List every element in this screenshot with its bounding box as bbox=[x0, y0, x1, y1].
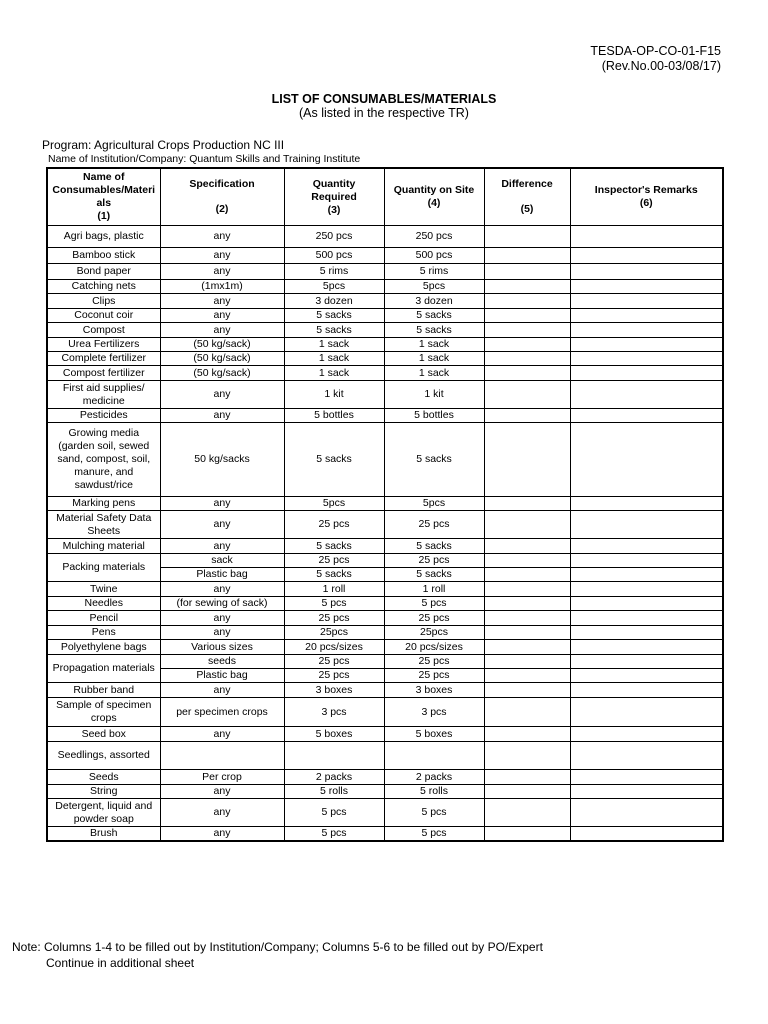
cell-quantity-on-site: 1 sack bbox=[384, 338, 484, 352]
cell-inspectors-remarks bbox=[570, 352, 723, 366]
table-row bbox=[47, 727, 723, 742]
table-row bbox=[47, 655, 723, 669]
cell-difference bbox=[484, 323, 570, 338]
cell-name: Catching nets bbox=[47, 280, 160, 294]
cell-quantity-on-site: 1 sack bbox=[384, 352, 484, 366]
cell-difference bbox=[484, 669, 570, 683]
table-row bbox=[47, 597, 723, 611]
cell-quantity-required: 1 roll bbox=[284, 582, 384, 597]
cell-inspectors-remarks bbox=[570, 597, 723, 611]
cell-quantity-required: 5 sacks bbox=[284, 423, 384, 497]
cell-quantity-required: 5 rims bbox=[284, 264, 384, 280]
cell-specification: any bbox=[160, 294, 284, 309]
cell-quantity-required: 20 pcs/sizes bbox=[284, 640, 384, 655]
cell-quantity-on-site: 5 bottles bbox=[384, 409, 484, 423]
header-specification: Specification (2) bbox=[160, 168, 284, 226]
cell-quantity-on-site: 5pcs bbox=[384, 280, 484, 294]
cell-quantity-on-site: 2 packs bbox=[384, 770, 484, 785]
cell-inspectors-remarks bbox=[570, 640, 723, 655]
cell-inspectors-remarks bbox=[570, 511, 723, 539]
cell-specification bbox=[160, 742, 284, 770]
cell-name: Growing media (garden soil, sewed sand, compost, soil, manure, and sawdust/rice bbox=[47, 423, 160, 497]
cell-quantity-required: 1 sack bbox=[284, 352, 384, 366]
footer-note bbox=[12, 939, 543, 971]
cell-specification: any bbox=[160, 511, 284, 539]
institution-label: Name of Institution/Company: Quantum Skills and Training Institute bbox=[48, 153, 361, 165]
cell-inspectors-remarks bbox=[570, 280, 723, 294]
cell-difference bbox=[484, 626, 570, 640]
cell-quantity-required: 250 pcs bbox=[284, 226, 384, 248]
cell-quantity-required: 25 pcs bbox=[284, 511, 384, 539]
cell-quantity-required: 1 sack bbox=[284, 338, 384, 352]
cell-specification: any bbox=[160, 381, 284, 409]
table-row bbox=[47, 554, 723, 568]
cell-difference bbox=[484, 511, 570, 539]
table-row bbox=[47, 323, 723, 338]
cell-inspectors-remarks bbox=[570, 294, 723, 309]
footer-note-line1: Note: Columns 1-4 to be filled out by Institution/Company; Columns 5-6 to be filled out by PO/Expert bbox=[12, 940, 543, 954]
cell-quantity-on-site: 20 pcs/sizes bbox=[384, 640, 484, 655]
cell-specification: any bbox=[160, 226, 284, 248]
cell-inspectors-remarks bbox=[570, 226, 723, 248]
cell-specification: any bbox=[160, 497, 284, 511]
cell-name: Bamboo stick bbox=[47, 248, 160, 264]
cell-inspectors-remarks bbox=[570, 626, 723, 640]
cell-inspectors-remarks bbox=[570, 264, 723, 280]
cell-quantity-on-site: 5 rolls bbox=[384, 785, 484, 799]
cell-inspectors-remarks bbox=[570, 698, 723, 727]
cell-difference bbox=[484, 799, 570, 827]
cell-specification: 50 kg/sacks bbox=[160, 423, 284, 497]
cell-inspectors-remarks bbox=[570, 323, 723, 338]
cell-difference bbox=[484, 294, 570, 309]
table-row bbox=[47, 611, 723, 626]
cell-quantity-required: 3 pcs bbox=[284, 698, 384, 727]
cell-name: Polyethylene bags bbox=[47, 640, 160, 655]
table-row bbox=[47, 423, 723, 497]
table-row bbox=[47, 640, 723, 655]
cell-difference bbox=[484, 683, 570, 698]
cell-inspectors-remarks bbox=[570, 785, 723, 799]
cell-name: Pesticides bbox=[47, 409, 160, 423]
header-difference: Difference (5) bbox=[484, 168, 570, 226]
cell-specification: Plastic bag bbox=[160, 568, 284, 582]
cell-difference bbox=[484, 698, 570, 727]
header-inspectors-remarks: Inspector's Remarks (6) bbox=[570, 168, 723, 226]
cell-name: String bbox=[47, 785, 160, 799]
cell-difference bbox=[484, 366, 570, 381]
cell-quantity-required: 1 kit bbox=[284, 381, 384, 409]
table-row bbox=[47, 626, 723, 640]
cell-quantity-on-site: 3 pcs bbox=[384, 698, 484, 727]
cell-inspectors-remarks bbox=[570, 582, 723, 597]
cell-difference bbox=[484, 655, 570, 669]
table-row bbox=[47, 827, 723, 842]
cell-specification: any bbox=[160, 248, 284, 264]
cell-quantity-on-site: 3 dozen bbox=[384, 294, 484, 309]
table-row bbox=[47, 511, 723, 539]
cell-specification: any bbox=[160, 611, 284, 626]
cell-difference bbox=[484, 352, 570, 366]
table-row bbox=[47, 497, 723, 511]
header-quantity-required: Quantity Required (3) bbox=[284, 168, 384, 226]
cell-difference bbox=[484, 770, 570, 785]
table-row bbox=[47, 799, 723, 827]
cell-difference bbox=[484, 497, 570, 511]
cell-name: Twine bbox=[47, 582, 160, 597]
cell-name: Marking pens bbox=[47, 497, 160, 511]
cell-name: Seed box bbox=[47, 727, 160, 742]
cell-specification: any bbox=[160, 409, 284, 423]
cell-quantity-on-site: 250 pcs bbox=[384, 226, 484, 248]
cell-quantity-required: 5pcs bbox=[284, 497, 384, 511]
cell-quantity-required: 25 pcs bbox=[284, 554, 384, 568]
cell-quantity-on-site: 25 pcs bbox=[384, 554, 484, 568]
cell-specification: any bbox=[160, 827, 284, 842]
cell-quantity-on-site: 25pcs bbox=[384, 626, 484, 640]
table-row bbox=[47, 582, 723, 597]
cell-specification: Various sizes bbox=[160, 640, 284, 655]
cell-quantity-required: 5 rolls bbox=[284, 785, 384, 799]
header-quantity-on-site: Quantity on Site (4) bbox=[384, 168, 484, 226]
cell-inspectors-remarks bbox=[570, 727, 723, 742]
cell-name: Pencil bbox=[47, 611, 160, 626]
cell-quantity-on-site: 5 sacks bbox=[384, 539, 484, 554]
table-row bbox=[47, 280, 723, 294]
cell-quantity-on-site: 5 sacks bbox=[384, 309, 484, 323]
cell-quantity-on-site: 1 roll bbox=[384, 582, 484, 597]
cell-quantity-on-site: 3 boxes bbox=[384, 683, 484, 698]
cell-name: Packing materials bbox=[47, 554, 160, 582]
cell-difference bbox=[484, 582, 570, 597]
document-code bbox=[590, 44, 721, 74]
cell-specification: any bbox=[160, 539, 284, 554]
cell-quantity-required: 5 boxes bbox=[284, 727, 384, 742]
cell-quantity-required: 3 dozen bbox=[284, 294, 384, 309]
cell-inspectors-remarks bbox=[570, 742, 723, 770]
cell-specification: seeds bbox=[160, 655, 284, 669]
cell-inspectors-remarks bbox=[570, 669, 723, 683]
cell-quantity-on-site: 25 pcs bbox=[384, 655, 484, 669]
cell-name: Rubber band bbox=[47, 683, 160, 698]
cell-name: Needles bbox=[47, 597, 160, 611]
cell-name: Brush bbox=[47, 827, 160, 842]
cell-name: Sample of specimen crops bbox=[47, 698, 160, 727]
cell-inspectors-remarks bbox=[570, 338, 723, 352]
table-row bbox=[47, 264, 723, 280]
cell-quantity-on-site: 5 pcs bbox=[384, 827, 484, 842]
page-subtitle: (As listed in the respective TR) bbox=[299, 106, 469, 120]
cell-quantity-on-site: 5 boxes bbox=[384, 727, 484, 742]
header-name: Name of Consumables/Materi als (1) bbox=[47, 168, 160, 226]
cell-specification: Plastic bag bbox=[160, 669, 284, 683]
cell-name: Agri bags, plastic bbox=[47, 226, 160, 248]
cell-inspectors-remarks bbox=[570, 554, 723, 568]
cell-specification: any bbox=[160, 727, 284, 742]
cell-quantity-required: 5pcs bbox=[284, 280, 384, 294]
cell-difference bbox=[484, 827, 570, 842]
page-title: LIST OF CONSUMABLES/MATERIALS bbox=[271, 92, 497, 106]
cell-inspectors-remarks bbox=[570, 366, 723, 381]
cell-quantity-on-site: 5 sacks bbox=[384, 323, 484, 338]
cell-specification: Per crop bbox=[160, 770, 284, 785]
cell-quantity-required: 3 boxes bbox=[284, 683, 384, 698]
cell-specification: any bbox=[160, 264, 284, 280]
cell-inspectors-remarks bbox=[570, 799, 723, 827]
cell-quantity-required: 25 pcs bbox=[284, 611, 384, 626]
cell-quantity-on-site: 5 pcs bbox=[384, 799, 484, 827]
cell-difference bbox=[484, 727, 570, 742]
cell-specification: (1mx1m) bbox=[160, 280, 284, 294]
cell-inspectors-remarks bbox=[570, 770, 723, 785]
cell-quantity-on-site bbox=[384, 742, 484, 770]
cell-quantity-on-site: 25 pcs bbox=[384, 669, 484, 683]
cell-quantity-required: 5 sacks bbox=[284, 539, 384, 554]
cell-name: Mulching material bbox=[47, 539, 160, 554]
table-row bbox=[47, 294, 723, 309]
cell-quantity-required: 5 sacks bbox=[284, 323, 384, 338]
cell-quantity-required bbox=[284, 742, 384, 770]
cell-difference bbox=[484, 539, 570, 554]
table-body bbox=[47, 226, 723, 842]
cell-difference bbox=[484, 568, 570, 582]
materials-table bbox=[46, 167, 724, 842]
cell-inspectors-remarks bbox=[570, 827, 723, 842]
cell-difference bbox=[484, 381, 570, 409]
table-row bbox=[47, 539, 723, 554]
cell-quantity-on-site: 5 rims bbox=[384, 264, 484, 280]
cell-quantity-required: 5 sacks bbox=[284, 568, 384, 582]
cell-name: Propagation materials bbox=[47, 655, 160, 683]
table-row bbox=[47, 683, 723, 698]
cell-specification: any bbox=[160, 785, 284, 799]
cell-specification: any bbox=[160, 582, 284, 597]
cell-difference bbox=[484, 309, 570, 323]
cell-name: Coconut coir bbox=[47, 309, 160, 323]
table-row bbox=[47, 409, 723, 423]
program-label: Program: Agricultural Crops Production NC III bbox=[42, 138, 285, 152]
cell-inspectors-remarks bbox=[570, 309, 723, 323]
cell-quantity-required: 5 pcs bbox=[284, 827, 384, 842]
cell-quantity-required: 25 pcs bbox=[284, 669, 384, 683]
cell-name: Compost bbox=[47, 323, 160, 338]
cell-specification: (50 kg/sack) bbox=[160, 352, 284, 366]
cell-quantity-required: 500 pcs bbox=[284, 248, 384, 264]
cell-inspectors-remarks bbox=[570, 655, 723, 669]
table-header-row bbox=[47, 168, 723, 226]
cell-specification: any bbox=[160, 626, 284, 640]
table-row bbox=[47, 698, 723, 727]
cell-difference bbox=[484, 597, 570, 611]
cell-name: First aid supplies/ medicine bbox=[47, 381, 160, 409]
cell-difference bbox=[484, 280, 570, 294]
cell-name: Clips bbox=[47, 294, 160, 309]
cell-inspectors-remarks bbox=[570, 611, 723, 626]
cell-name: Pens bbox=[47, 626, 160, 640]
cell-specification: per specimen crops bbox=[160, 698, 284, 727]
table-row bbox=[47, 381, 723, 409]
cell-quantity-required: 5 bottles bbox=[284, 409, 384, 423]
cell-difference bbox=[484, 248, 570, 264]
table-row bbox=[47, 366, 723, 381]
cell-quantity-on-site: 1 kit bbox=[384, 381, 484, 409]
table-row bbox=[47, 248, 723, 264]
cell-difference bbox=[484, 785, 570, 799]
cell-name: Urea Fertilizers bbox=[47, 338, 160, 352]
cell-name: Compost fertilizer bbox=[47, 366, 160, 381]
cell-quantity-required: 2 packs bbox=[284, 770, 384, 785]
cell-specification: sack bbox=[160, 554, 284, 568]
cell-name: Complete fertilizer bbox=[47, 352, 160, 366]
cell-inspectors-remarks bbox=[570, 381, 723, 409]
cell-inspectors-remarks bbox=[570, 497, 723, 511]
cell-inspectors-remarks bbox=[570, 568, 723, 582]
table-row bbox=[47, 352, 723, 366]
cell-quantity-required: 5 pcs bbox=[284, 597, 384, 611]
cell-inspectors-remarks bbox=[570, 683, 723, 698]
cell-name: Material Safety Data Sheets bbox=[47, 511, 160, 539]
cell-quantity-on-site: 5pcs bbox=[384, 497, 484, 511]
cell-specification: any bbox=[160, 683, 284, 698]
cell-name: Detergent, liquid and powder soap bbox=[47, 799, 160, 827]
table-row bbox=[47, 309, 723, 323]
cell-difference bbox=[484, 640, 570, 655]
cell-quantity-on-site: 500 pcs bbox=[384, 248, 484, 264]
cell-name: Bond paper bbox=[47, 264, 160, 280]
cell-quantity-on-site: 5 sacks bbox=[384, 423, 484, 497]
cell-quantity-on-site: 25 pcs bbox=[384, 511, 484, 539]
table-row bbox=[47, 770, 723, 785]
cell-quantity-on-site: 25 pcs bbox=[384, 611, 484, 626]
document-revision: (Rev.No.00-03/08/17) bbox=[601, 59, 721, 73]
cell-difference bbox=[484, 554, 570, 568]
cell-specification: (for sewing of sack) bbox=[160, 597, 284, 611]
cell-difference bbox=[484, 742, 570, 770]
cell-quantity-required: 25 pcs bbox=[284, 655, 384, 669]
cell-difference bbox=[484, 338, 570, 352]
cell-specification: any bbox=[160, 799, 284, 827]
cell-inspectors-remarks bbox=[570, 539, 723, 554]
cell-quantity-on-site: 5 pcs bbox=[384, 597, 484, 611]
cell-quantity-required: 25pcs bbox=[284, 626, 384, 640]
table-row bbox=[47, 226, 723, 248]
cell-inspectors-remarks bbox=[570, 248, 723, 264]
table-row bbox=[47, 785, 723, 799]
cell-specification: any bbox=[160, 309, 284, 323]
table-row bbox=[47, 742, 723, 770]
cell-specification: (50 kg/sack) bbox=[160, 366, 284, 381]
cell-difference bbox=[484, 611, 570, 626]
cell-quantity-on-site: 5 sacks bbox=[384, 568, 484, 582]
cell-quantity-required: 1 sack bbox=[284, 366, 384, 381]
cell-quantity-on-site: 1 sack bbox=[384, 366, 484, 381]
cell-name: Seedlings, assorted bbox=[47, 742, 160, 770]
cell-specification: (50 kg/sack) bbox=[160, 338, 284, 352]
cell-difference bbox=[484, 423, 570, 497]
cell-quantity-required: 5 pcs bbox=[284, 799, 384, 827]
cell-difference bbox=[484, 264, 570, 280]
table-row bbox=[47, 338, 723, 352]
footer-note-line2: Continue in additional sheet bbox=[46, 956, 195, 970]
cell-specification: any bbox=[160, 323, 284, 338]
document-code-id: TESDA-OP-CO-01-F15 bbox=[590, 44, 721, 58]
cell-difference bbox=[484, 409, 570, 423]
cell-inspectors-remarks bbox=[570, 423, 723, 497]
cell-difference bbox=[484, 226, 570, 248]
cell-inspectors-remarks bbox=[570, 409, 723, 423]
cell-quantity-required: 5 sacks bbox=[284, 309, 384, 323]
cell-name: Seeds bbox=[47, 770, 160, 785]
